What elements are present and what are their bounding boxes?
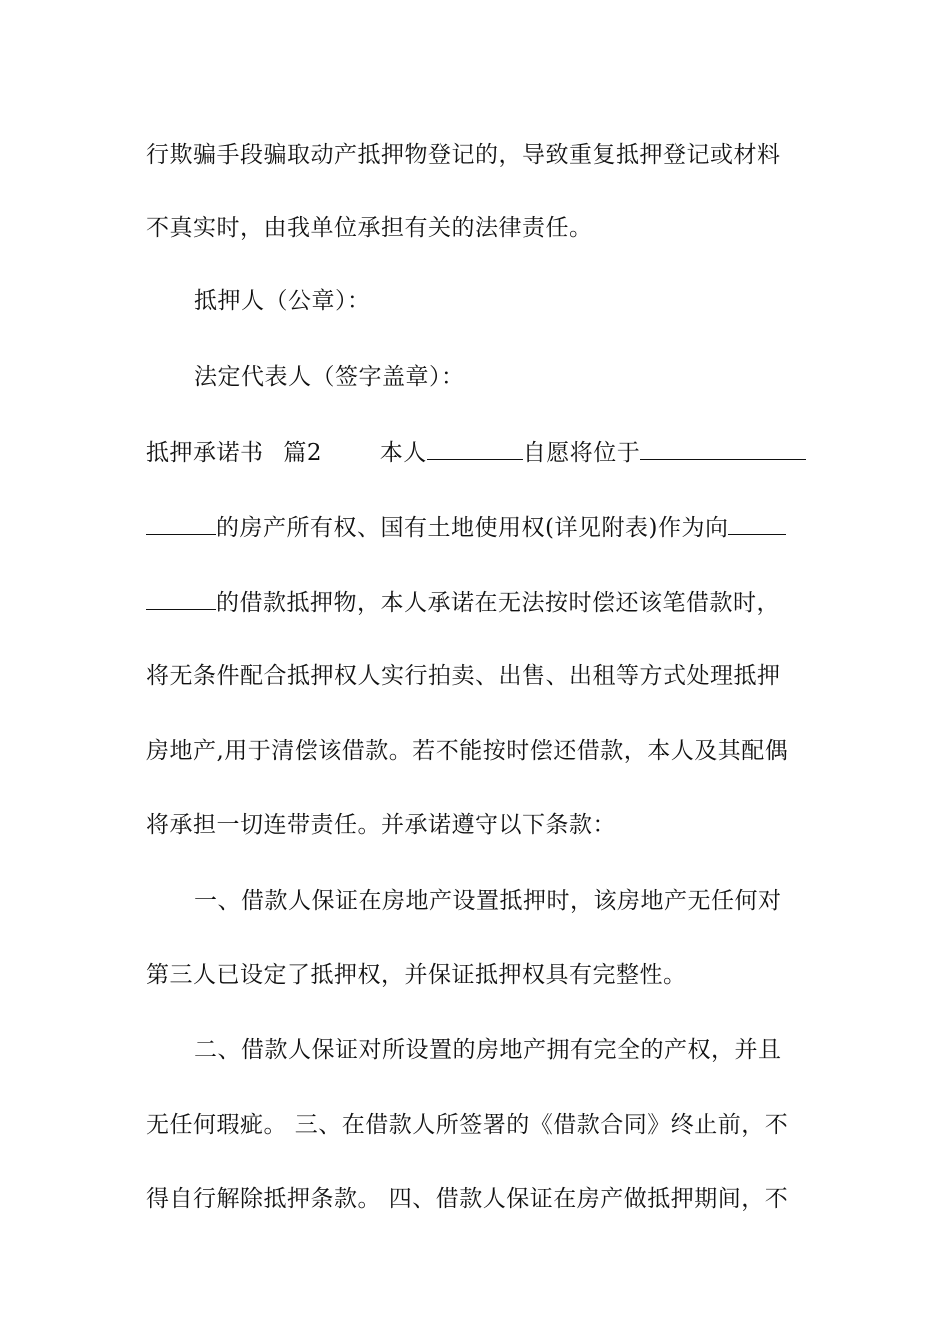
paragraph-line: 无任何瑕疵。 三、在借款人所签署的《借款合同》终止前，不 [146, 1112, 789, 1138]
clause-1-line: 一、借款人保证在房地产设置抵押时，该房地产无任何对 [194, 888, 782, 914]
paragraph-line [146, 587, 808, 618]
lender-blank [728, 512, 786, 535]
legal-representative-line: 法定代表人（签字盖章）： [194, 364, 465, 390]
section-heading: 抵押承诺书 [146, 440, 264, 466]
section-heading-number: 篇2 [283, 440, 322, 466]
section-2-first-line [146, 437, 808, 468]
paragraph-line: 不真实时，由我单位承担有关的法律责任。 [146, 215, 593, 241]
paragraph-line: 将承担一切连带责任。并承诺遵守以下条款： [146, 812, 616, 838]
paragraph-line [146, 512, 808, 543]
lender-blank-continued [146, 587, 216, 610]
mortgagor-seal-line: 抵押人（公章）： [194, 288, 371, 314]
paragraph-line: 房地产,用于清偿该借款。若不能按时偿还借款，本人及其配偶 [146, 738, 789, 764]
location-blank-continued [146, 512, 216, 535]
clause-2-line: 二、借款人保证对所设置的房地产拥有完全的产权，并且 [194, 1037, 782, 1063]
paragraph-line: 将无条件配合抵押权人实行拍卖、出售、出租等方式处理抵押 [146, 663, 781, 689]
text-fragment: 的借款抵押物，本人承诺在无法按时偿还该笔借款时， [216, 590, 780, 616]
name-blank [427, 437, 523, 460]
paragraph-line: 得自行解除抵押条款。 四、借款人保证在房产做抵押期间，不 [146, 1186, 789, 1212]
text-fragment: 本人 [379, 440, 427, 466]
text-fragment: 自愿将位于 [522, 440, 641, 466]
paragraph-line: 第三人已设定了抵押权，并保证抵押权具有完整性。 [146, 962, 687, 988]
location-blank [640, 437, 806, 460]
text-fragment: 的房产所有权、国有土地使用权(详见附表)作为向 [216, 515, 729, 541]
paragraph-line: 行欺骗手段骗取动产抵押物登记的，导致重复抵押登记或材料 [146, 142, 781, 168]
